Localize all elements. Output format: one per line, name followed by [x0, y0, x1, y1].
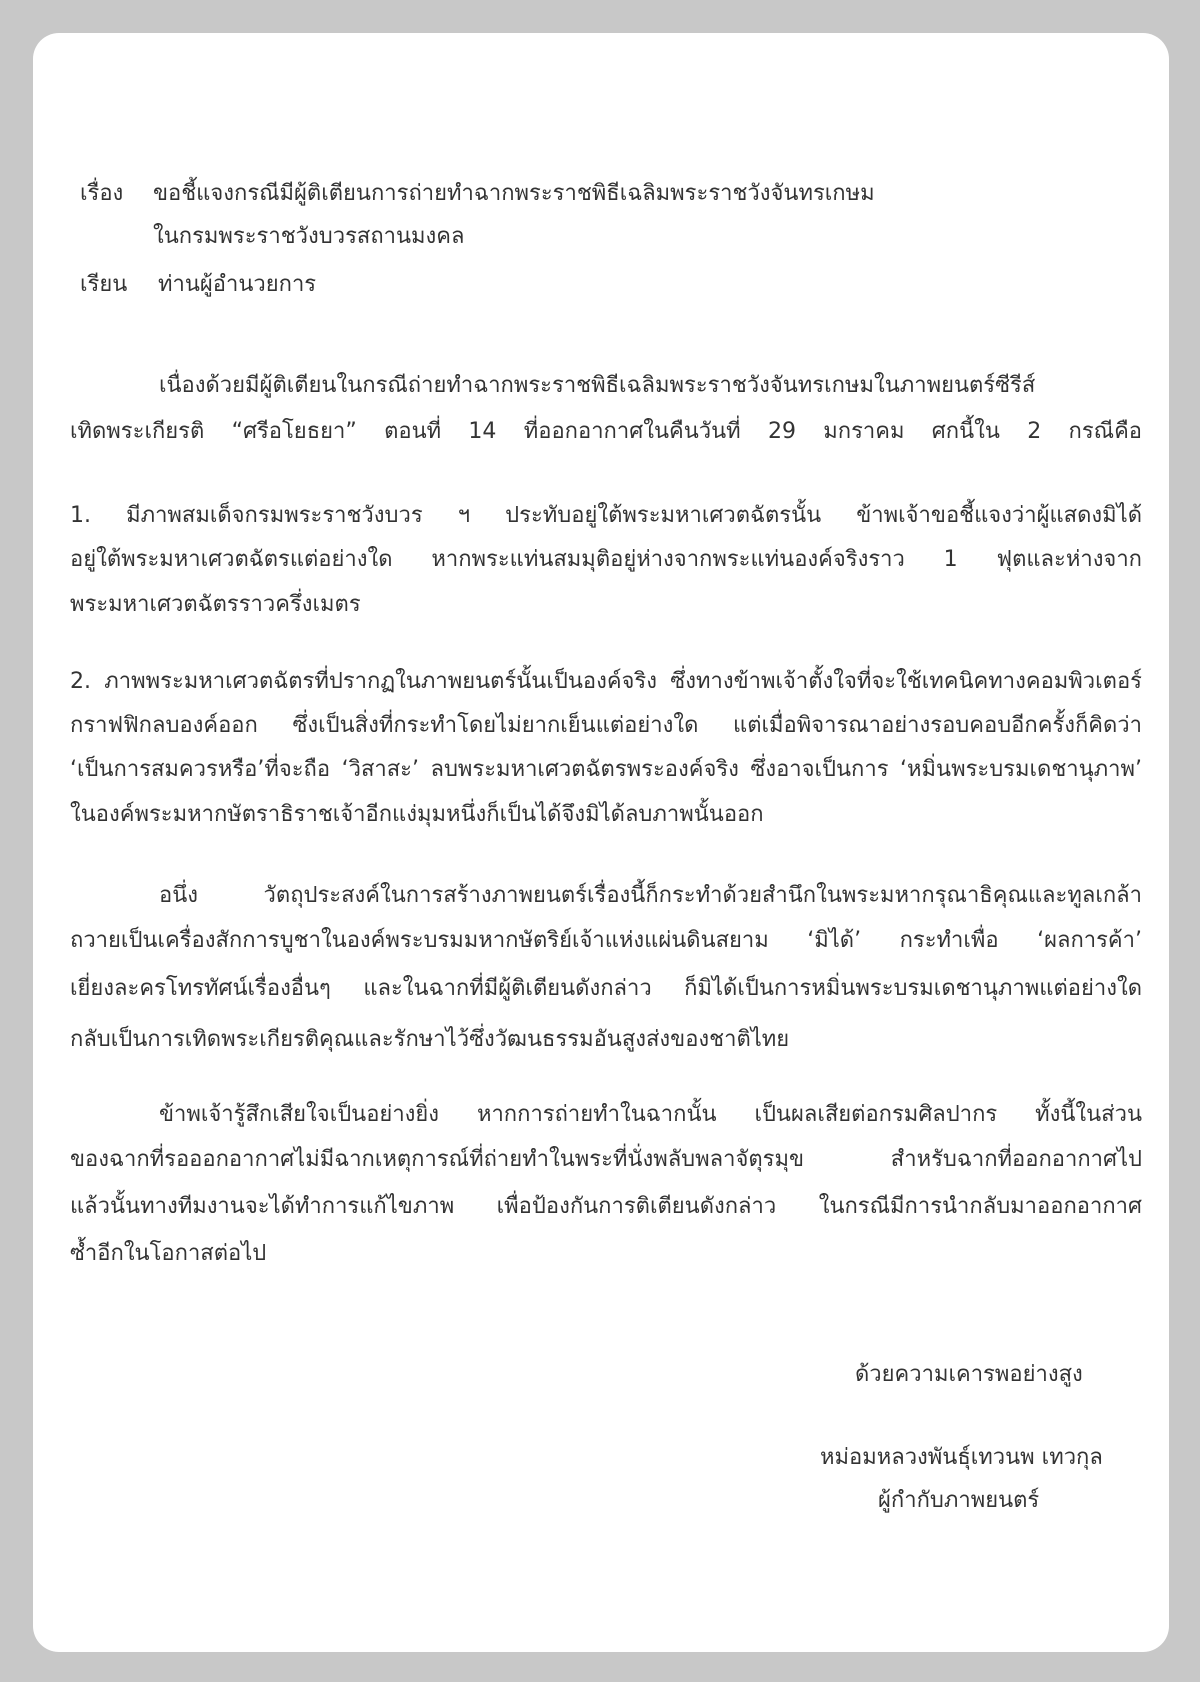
- signer-name: หม่อมหลวงพันธุ์เทวนพ เทวกุล: [820, 1445, 1103, 1470]
- recipient-label: เรียน: [80, 272, 128, 297]
- subject-line-1: ขอชี้แจงกรณีมีผู้ติเตียนการถ่ายทำฉากพระราชพิธีเฉลิมพระราชวังจันทรเกษม: [153, 181, 875, 206]
- item1-line: พระมหาเศวตฉัตรราวครึ่งเมตร: [70, 592, 361, 617]
- para3-line: กลับเป็นการเทิดพระเกียรติคุณและรักษาไว้ซึ่งวัฒนธรรมอันสูงส่งของชาติไทย: [70, 1027, 790, 1052]
- para4-line: ข้าพเจ้ารู้สึกเสียใจเป็นอย่างยิ่ง หากการถ่ายทำในฉากนั้น เป็นผลเสียต่อกรมศิลปากร ทั้งนี้ในส่วน: [159, 1102, 1142, 1127]
- signer-position: ผู้กำกับภาพยนตร์: [878, 1488, 1040, 1513]
- para3-line: ถวายเป็นเครื่องสักการบูชาในองค์พระบรมมหากษัตริย์เจ้าแห่งแผ่นดินสยาม ‘มิได้’ กระทำเพื่อ ‘ผลการค้า’: [70, 928, 1142, 953]
- para4-line: ของฉากที่รอออกอากาศไม่มีฉากเหตุการณ์ที่ถ่ายทำในพระที่นั่งพลับพลาจัตุรมุข สำหรับฉากที่ออกอากาศไป: [70, 1147, 1142, 1172]
- item2-line: กราฟฟิกลบองค์ออก ซึ่งเป็นสิ่งที่กระทำโดยไม่ยากเย็นแต่อย่างใด แต่เมื่อพิจารณาอย่างรอบคอบอีกครั้งก็คิดว่า: [70, 713, 1142, 738]
- subject-line-2: ในกรมพระราชวังบวรสถานมงคล: [153, 224, 465, 249]
- item2-line: ในองค์พระมหากษัตราธิราชเจ้าอีกแง่มุมหนึ่งก็เป็นได้จึงมิได้ลบภาพนั้นออก: [70, 802, 764, 827]
- intro-line: เทิดพระเกียรติ “ศรีอโยธยา” ตอนที่ 14 ที่ออกอากาศในคืนวันที่ 29 มกราคม ศกนี้ใน 2 กรณีคือ: [70, 419, 1142, 444]
- subject-label: เรื่อง: [80, 181, 124, 206]
- recipient-value: ท่านผู้อำนวยการ: [158, 272, 317, 297]
- item2-line: 2. ภาพพระมหาเศวตฉัตรที่ปรากฏในภาพยนตร์นั้นเป็นองค์จริง ซึ่งทางข้าพเจ้าตั้งใจที่จะใช้เทคนิคทางคอมพิวเตอร์: [70, 669, 1142, 694]
- para4-line: ซ้ำอีกในโอกาสต่อไป: [70, 1241, 267, 1266]
- para3-line: เยี่ยงละครโทรทัศน์เรื่องอื่นๆ และในฉากที่มีผู้ติเตียนดังกล่าว ก็มิได้เป็นการหมิ่นพระบรมเดชานุภาพแต่อย่างใด: [70, 976, 1142, 1001]
- para4-line: แล้วนั้นทางทีมงานจะได้ทำการแก้ไขภาพ เพื่อป้องกันการติเตียนดังกล่าว ในกรณีมีการนำกลับมาออกอากาศ: [70, 1194, 1142, 1219]
- intro-line: เนื่องด้วยมีผู้ติเตียนในกรณีถ่ายทำฉากพระราชพิธีเฉลิมพระราชวังจันทรเกษมในภาพยนตร์ซีรีส์: [159, 373, 1036, 398]
- item2-line: ‘เป็นการสมควรหรือ’ที่จะถือ ‘วิสาสะ’ ลบพระมหาเศวตฉัตรพระองค์จริง ซึ่งอาจเป็นการ ‘หมิ่นพระบรมเดชานุภาพ’: [70, 757, 1142, 782]
- closing-salutation: ด้วยความเคารพอย่างสูง: [855, 1362, 1083, 1387]
- item1-line: อยู่ใต้พระมหาเศวตฉัตรแต่อย่างใด หากพระแท่นสมมุติอยู่ห่างจากพระแท่นองค์จริงราว 1 ฟุตและห่างจาก: [70, 547, 1142, 572]
- item1-line: 1. มีภาพสมเด็จกรมพระราชวังบวร ฯ ประทับอยู่ใต้พระมหาเศวตฉัตรนั้น ข้าพเจ้าขอชี้แจงว่าผู้แสดงมิได้: [70, 503, 1142, 528]
- para3-line: อนึ่ง วัตถุประสงค์ในการสร้างภาพยนตร์เรื่องนี้ก็กระทำด้วยสำนึกในพระมหากรุณาธิคุณและทูลเกล้า: [159, 883, 1142, 908]
